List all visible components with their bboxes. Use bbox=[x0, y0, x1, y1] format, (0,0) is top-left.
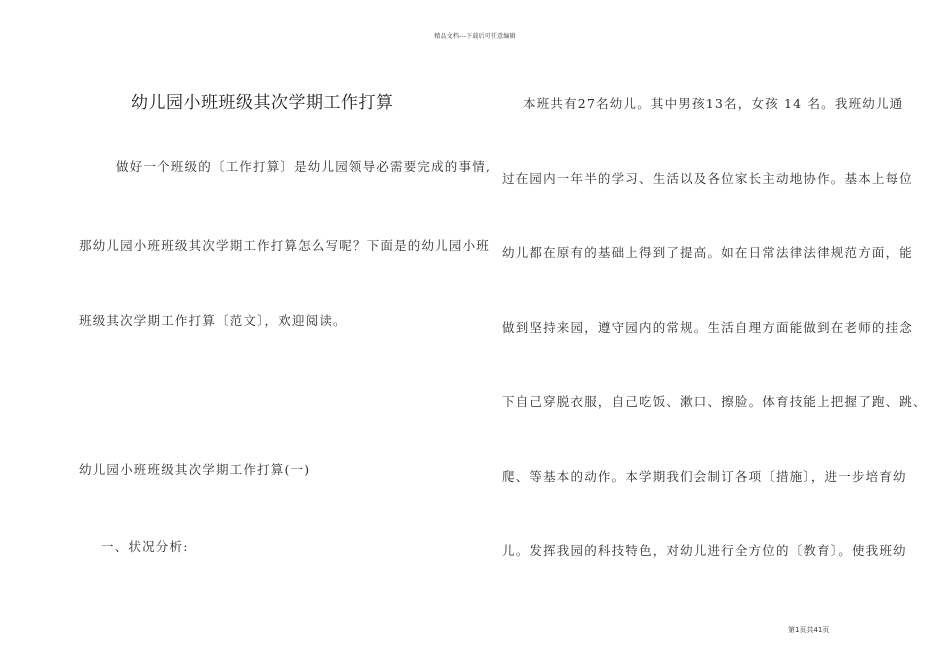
section-heading: 幼儿园小班班级其次学期工作打算(一) bbox=[79, 462, 311, 477]
paragraph-line: 班级其次学期工作打算〔范文〕，欢迎阅读。 bbox=[79, 313, 347, 328]
subsection-heading: 一、状况分析: bbox=[101, 539, 189, 554]
paragraph-line: 儿。发挥我园的科技特色，对幼儿进行全方位的〔教育〕。使我班幼 bbox=[502, 543, 907, 558]
paragraph-line: 爬、等基本的动作。本学期我们会制订各项〔措施〕，进一步培育幼 bbox=[502, 469, 907, 484]
paragraph-line: 下自己穿脱衣服，自己吃饭、漱口、擦脸。体育技能上把握了跑、跳、 bbox=[502, 394, 927, 409]
paragraph-line: 那幼儿园小班班级其次学期工作打算怎么写呢？下面是的幼儿园小班 bbox=[79, 238, 491, 253]
page-number: 第1页共41页 bbox=[788, 626, 830, 634]
document-title: 幼儿园小班班级其次学期工作打算 bbox=[131, 93, 394, 113]
header-note: 精品文档---下载后可任意编辑 bbox=[434, 33, 516, 40]
paragraph-line: 本班共有27名幼儿。其中男孩13名，女孩 14 名。我班幼儿通 bbox=[523, 96, 904, 111]
paragraph-line: 过在园内一年半的学习、生活以及各位家长主动地协作。基本上每位 bbox=[502, 171, 914, 186]
paragraph-line: 幼儿都在原有的基础上得到了提高。如在日常法律法律规范方面，能 bbox=[502, 245, 914, 260]
paragraph-line: 做到坚持来园，遵守园内的常规。生活自理方面能做到在老师的挂念 bbox=[502, 320, 914, 335]
paragraph-line: 做好一个班级的〔工作打算〕是幼儿园领导必需要完成的事情, bbox=[116, 159, 492, 174]
